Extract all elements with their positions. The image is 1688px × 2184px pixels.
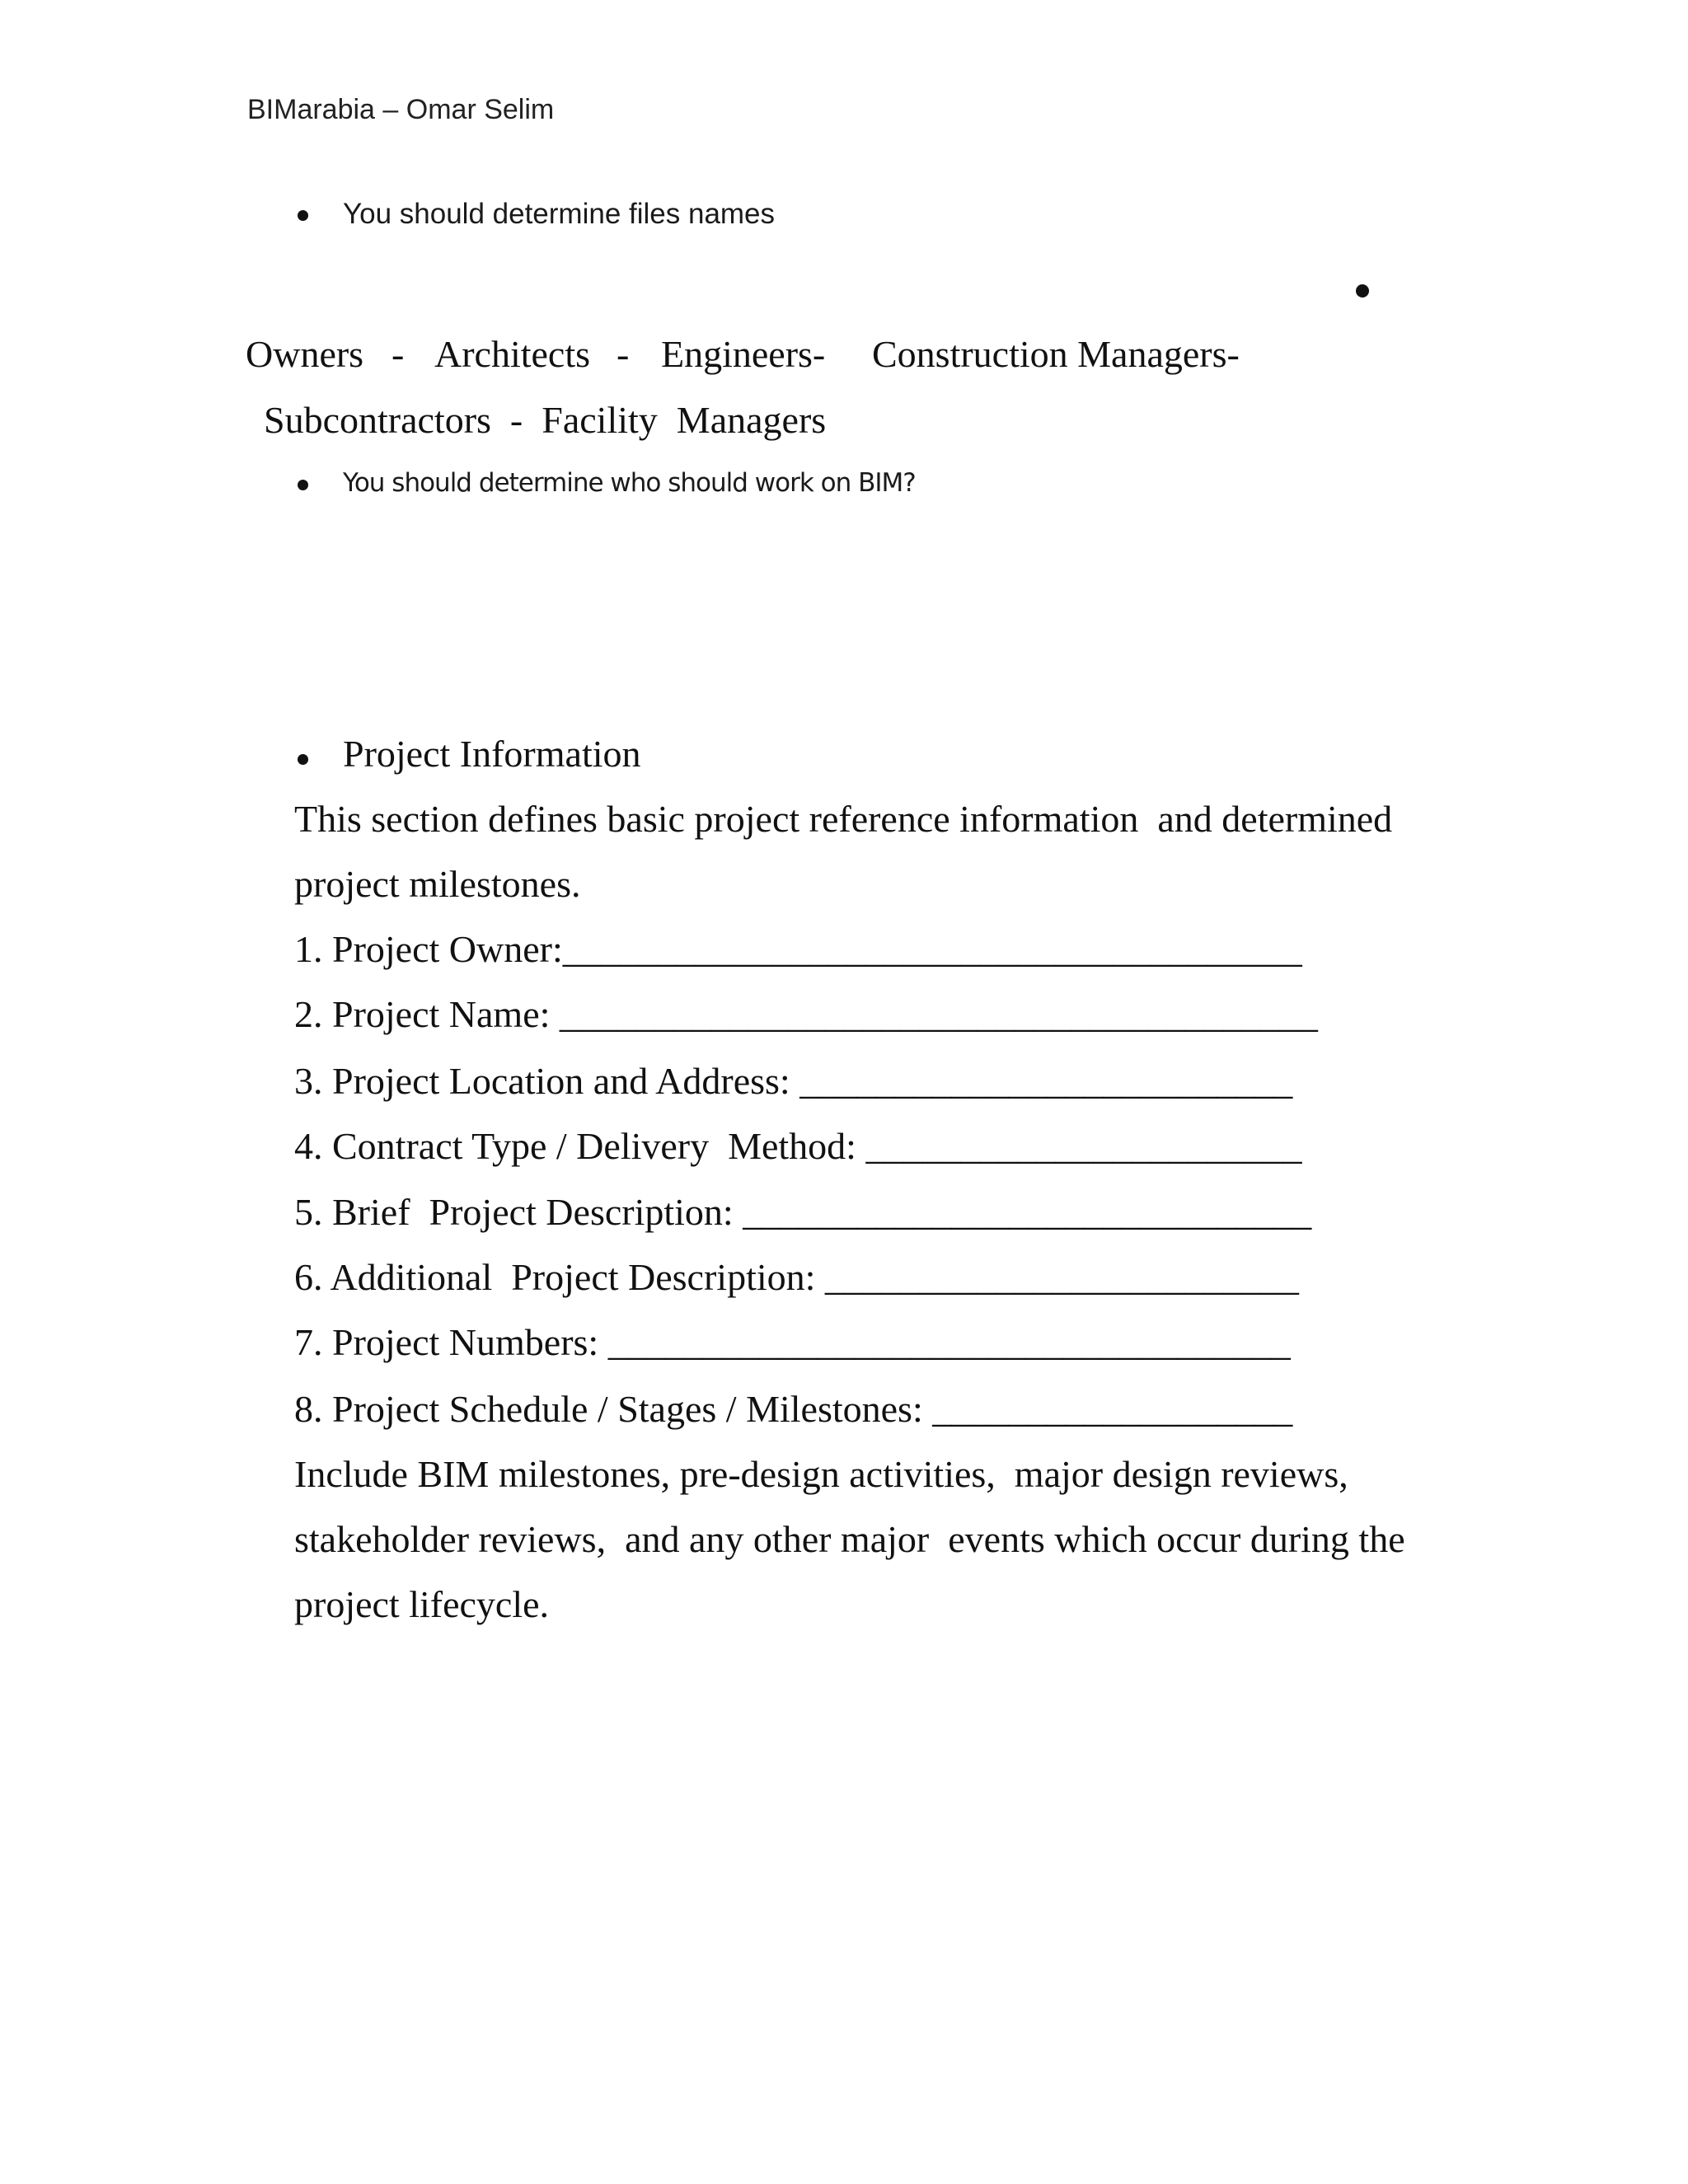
files-names-item: You should determine files names [343, 198, 776, 230]
project-information-heading: Project Information [343, 733, 641, 775]
role-engineers: Engineers- [661, 333, 826, 375]
bullet-icon [298, 754, 308, 765]
project-numbers-field: 7. Project Numbers: ____________________________________ [294, 1321, 1291, 1363]
role-construction-managers: Construction Managers- [872, 333, 1240, 375]
milestones-note-line-2: stakeholder reviews, and any other major events which occur during the [294, 1518, 1405, 1560]
role-separator: - [617, 333, 630, 375]
roles-line-2: Subcontractors - Facility Managers [264, 399, 827, 441]
who-should-work-item: You should determine who should work on BIM? [343, 468, 916, 498]
project-name-field: 2. Project Name: ________________________________________ [294, 993, 1318, 1035]
milestones-note-line-1: Include BIM milestones, pre-design activities, major design reviews, [294, 1453, 1348, 1495]
project-location-field: 3. Project Location and Address: __________________________ [294, 1060, 1293, 1102]
role-separator: - [392, 333, 405, 375]
bullet-icon [1356, 284, 1369, 298]
bullet-icon [298, 480, 308, 490]
brief-description-field: 5. Brief Project Description: ______________________________ [294, 1191, 1312, 1233]
project-schedule-field: 8. Project Schedule / Stages / Milestones: ___________________ [294, 1388, 1293, 1430]
section-intro-line-2: project milestones. [294, 863, 581, 905]
milestones-note-line-3: project lifecycle. [294, 1583, 550, 1625]
page-header: BIMarabia – Omar Selim [247, 94, 555, 125]
project-owner-field: 1. Project Owner:_______________________________________ [294, 928, 1302, 970]
contract-type-field: 4. Contract Type / Delivery Method: _______________________ [294, 1125, 1302, 1167]
bullet-icon [298, 210, 308, 221]
role-architects: Architects [434, 333, 591, 375]
section-intro-line-1: This section defines basic project reference information and determined [294, 798, 1393, 840]
additional-description-field: 6. Additional Project Description: _________________________ [294, 1256, 1299, 1298]
role-owners: Owners [246, 333, 364, 375]
